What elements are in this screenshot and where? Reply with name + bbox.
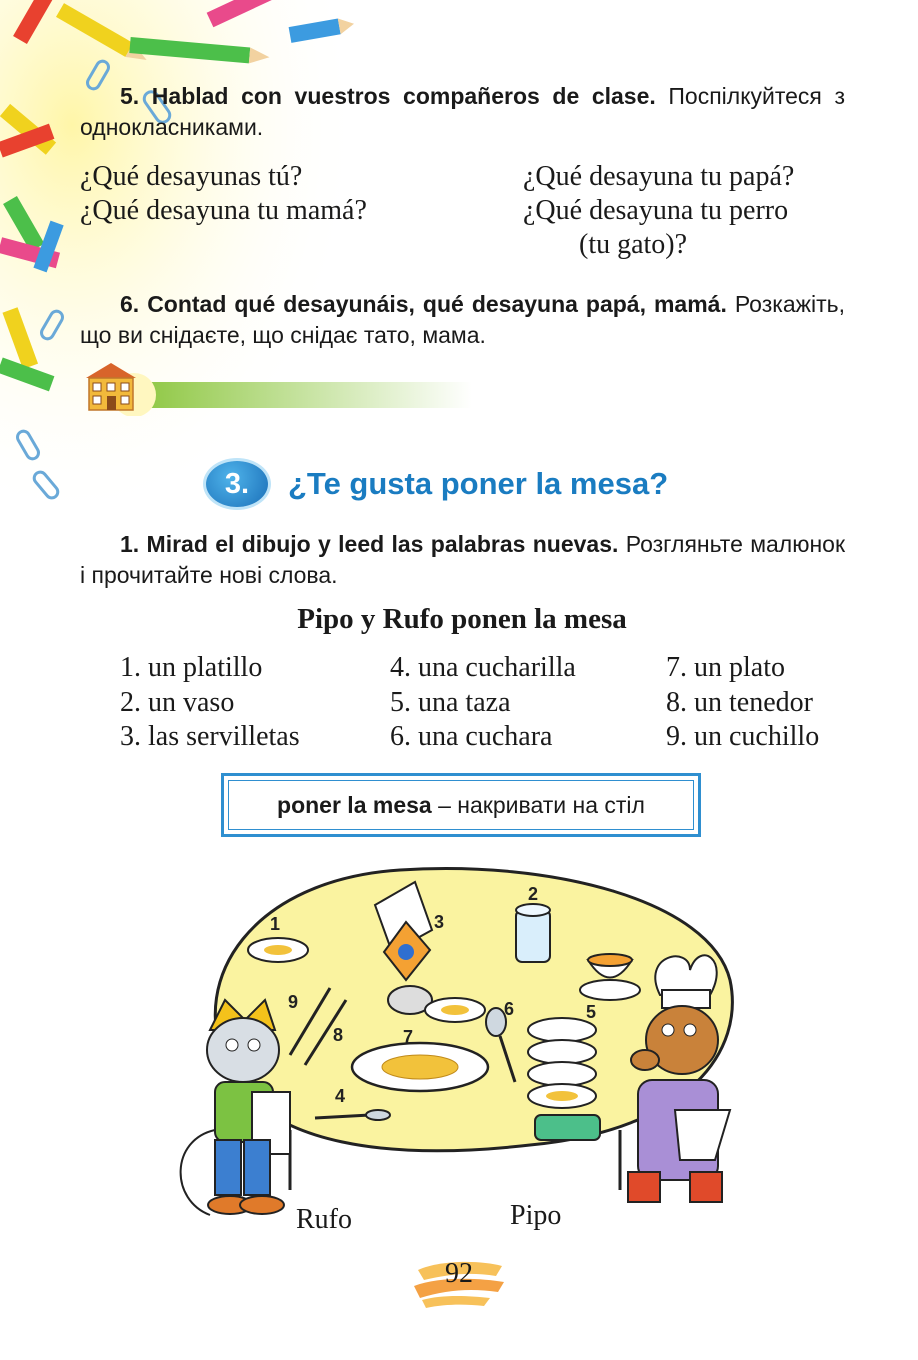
lesson-title: ¿Te gusta poner la mesa? [288, 466, 669, 501]
phrase-note-box [221, 773, 701, 837]
illustration-number: 2 [528, 884, 539, 904]
vocabulary-item: 2. un vaso [120, 686, 235, 718]
illustration-number: 3 [434, 912, 445, 932]
illustration-number: 9 [288, 992, 299, 1012]
exercise-number: 5. [120, 83, 140, 109]
question: ¿Qué desayuna tu perro [523, 195, 789, 226]
questions-right [523, 160, 794, 262]
vocabulary-item: 1. un platillo [120, 652, 263, 683]
exercise-6-instruction [80, 289, 845, 351]
phrase-translation: – накривати на стіл [438, 792, 645, 818]
instruction-ukrainian: Розкажіть, що ви снідаєте, що снідає тато, мама. [80, 291, 846, 348]
vocabulary-item: 5. una taza [390, 686, 511, 718]
character-label-pipo: Pipo [510, 1200, 562, 1231]
plate-stack [528, 1018, 600, 1140]
question: ¿Qué desayuna tu papá? [523, 161, 795, 192]
page-number: 92 [445, 1258, 473, 1289]
vocabulary-item: 7. un plato [666, 652, 785, 683]
exercise-5-instruction [80, 81, 845, 143]
instruction-ukrainian: Розгляньте малюнок і прочитайте нові слова. [80, 531, 846, 588]
questions-left [80, 160, 367, 228]
character-label-rufo: Rufo [296, 1204, 352, 1235]
illustration-number: 7 [403, 1027, 414, 1047]
house-icon [83, 360, 139, 412]
vocabulary-column-2 [390, 651, 576, 755]
illustration-number: 1 [270, 914, 281, 934]
instruction-spanish: Contad qué desayunáis, qué desayuna papá, mamá. [147, 291, 727, 317]
illustration-number: 4 [335, 1086, 346, 1106]
vocabulary-column-3 [666, 651, 819, 755]
question: ¿Qué desayuna tu mamá? [80, 195, 367, 226]
lesson-number-badge: 3. [206, 461, 268, 507]
exercise-number: 1. [120, 531, 140, 557]
instruction-spanish: Mirad el dibujo y leed las palabras nuevas. [146, 531, 619, 557]
spoon [486, 1008, 506, 1036]
saucer [580, 980, 640, 1000]
exercise-number: 6. [120, 291, 140, 317]
table-setting-illustration [170, 860, 750, 1235]
homework-divider [82, 360, 472, 416]
illustration-number: 6 [504, 999, 515, 1019]
vocabulary-item: 8. un tenedor [666, 686, 813, 718]
vocabulary-item: 4. una cucharilla [390, 652, 576, 683]
instruction-spanish: Hablad con vuestros compañeros de clase. [151, 83, 656, 109]
exercise-1-instruction [80, 529, 845, 591]
glass [516, 910, 550, 962]
vocabulary-item: 9. un cuchillo [666, 721, 820, 752]
instruction-ukrainian: Поспілкуйтеся з однокласниками. [80, 83, 846, 140]
vocabulary-item: 6. una cuchara [390, 721, 553, 752]
phrase-note-content [228, 780, 694, 830]
illustration-number: 8 [333, 1025, 344, 1045]
question: ¿Qué desayunas tú? [80, 161, 303, 192]
pencils-decoration [0, 0, 360, 500]
question-continuation: (tu gato)? [579, 229, 688, 260]
illustration-number: 5 [586, 1002, 597, 1022]
vocabulary-item: 3. las servilletas [120, 721, 300, 752]
vocabulary-title: Pipo y Rufo ponen la mesa [297, 603, 627, 635]
phrase-term: poner la mesa [277, 792, 432, 818]
vocabulary-column-1 [120, 651, 300, 755]
